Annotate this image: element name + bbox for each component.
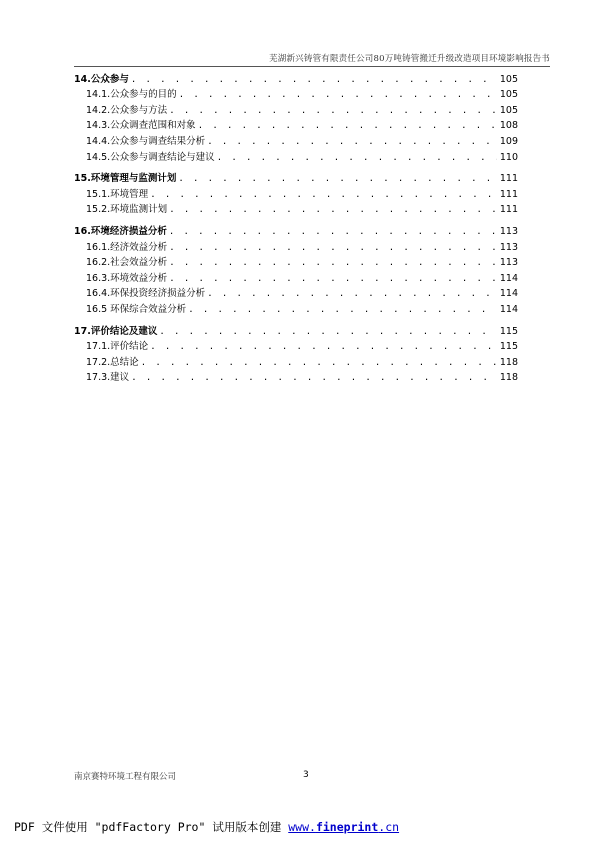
- toc-section-entry[interactable]: [74, 148, 518, 164]
- toc-dot-leader: [169, 273, 497, 285]
- fineprint-link[interactable]: [288, 820, 399, 834]
- toc-entry-page: 118: [499, 372, 518, 384]
- toc-entry-page: 111: [499, 173, 518, 185]
- toc-entry-title: 14.3.公众调查范围和对象: [86, 120, 196, 132]
- link-brand: fineprint: [315, 820, 379, 834]
- toc-entry-page: 105: [499, 89, 518, 101]
- toc-section-entry[interactable]: [74, 101, 518, 117]
- link-suffix: .cn: [378, 820, 400, 834]
- toc-entry-title: 15.1.环境管理: [86, 188, 149, 200]
- toc-section-entry[interactable]: [74, 269, 518, 285]
- toc-chapter-entry[interactable]: [74, 222, 518, 238]
- toc-entry-page: 111: [499, 188, 518, 200]
- toc-entry-title: 14.公众参与: [74, 73, 129, 85]
- toc-dot-leader: [131, 74, 497, 86]
- footer-page-number: 3: [303, 770, 309, 780]
- toc-dot-leader: [169, 204, 497, 216]
- footer-company: 南京赛特环境工程有限公司: [74, 772, 177, 782]
- toc-section-entry[interactable]: [74, 185, 518, 201]
- toc-chapter-entry[interactable]: [74, 322, 518, 338]
- toc-section-entry[interactable]: [74, 254, 518, 270]
- toc-entry-title: 16.5 环保综合效益分析: [86, 303, 187, 315]
- toc-section-entry[interactable]: [74, 369, 518, 385]
- toc-entry-page: 113: [499, 257, 518, 269]
- toc-entry-title: 17.1.评价结论: [86, 341, 149, 353]
- toc-section-entry[interactable]: [74, 285, 518, 301]
- toc-entry-page: 109: [499, 135, 518, 147]
- toc-dot-leader: [169, 226, 497, 238]
- toc-dot-leader: [198, 120, 497, 132]
- toc-entry-title: 14.5.公众参与调查结论与建议: [86, 151, 215, 163]
- toc-entry-title: 15.环境管理与监测计划: [74, 173, 177, 185]
- toc-section-entry[interactable]: [74, 353, 518, 369]
- toc-dot-leader: [150, 341, 497, 353]
- toc-entry-page: 108: [499, 120, 518, 132]
- header-divider: [74, 66, 550, 67]
- toc-dot-leader: [169, 257, 497, 269]
- toc-dot-leader: [159, 326, 497, 338]
- toc-entry-title: 14.4.公众参与调查结果分析: [86, 135, 206, 147]
- toc-entry-page: 114: [499, 272, 518, 284]
- toc-section-entry[interactable]: [74, 201, 518, 217]
- toc-entry-page: 113: [499, 225, 518, 237]
- toc-entry-title: 16.4.环保投资经济损益分析: [86, 288, 206, 300]
- toc-entry-title: 17.2.总结论: [86, 356, 139, 368]
- toc-chapter-entry[interactable]: [74, 70, 518, 86]
- toc-entry-page: 118: [499, 356, 518, 368]
- toc-entry-title: 17.3.建议: [86, 372, 130, 384]
- toc-entry-title: 16.3.环境效益分析: [86, 272, 168, 284]
- pdf-note-text: PDF 文件使用 "pdfFactory Pro" 试用版本创建: [14, 820, 289, 834]
- table-of-contents: [74, 70, 518, 384]
- toc-section-entry[interactable]: [74, 86, 518, 102]
- toc-entry-page: 111: [499, 204, 518, 216]
- toc-entry-title: 15.2.环境监测计划: [86, 204, 168, 216]
- toc-section-entry[interactable]: [74, 117, 518, 133]
- toc-dot-leader: [150, 189, 497, 201]
- toc-dot-leader: [178, 173, 497, 185]
- toc-entry-page: 115: [499, 325, 518, 337]
- toc-entry-page: 115: [499, 341, 518, 353]
- toc-entry-page: 105: [499, 104, 518, 116]
- toc-section-entry[interactable]: [74, 238, 518, 254]
- link-prefix: www.: [288, 820, 316, 834]
- toc-entry-page: 110: [499, 151, 518, 163]
- toc-entry-title: 16.2.社会效益分析: [86, 257, 168, 269]
- toc-entry-title: 17.评价结论及建议: [74, 325, 158, 337]
- toc-section-entry[interactable]: [74, 300, 518, 316]
- pdf-creator-note: [14, 819, 399, 835]
- toc-entry-title: 16.1.经济效益分析: [86, 241, 168, 253]
- toc-dot-leader: [207, 288, 497, 300]
- toc-chapter-entry[interactable]: [74, 170, 518, 186]
- toc-dot-leader: [141, 357, 497, 369]
- toc-section-entry[interactable]: [74, 132, 518, 148]
- toc-dot-leader: [169, 105, 497, 117]
- toc-dot-leader: [131, 372, 497, 384]
- toc-entry-title: 14.1.公众参与的目的: [86, 89, 177, 101]
- toc-dot-leader: [169, 242, 497, 254]
- toc-entry-title: 14.2.公众参与方法: [86, 104, 168, 116]
- toc-entry-title: 16.环境经济损益分析: [74, 225, 167, 237]
- toc-entry-page: 114: [499, 303, 518, 315]
- toc-entry-page: 114: [499, 288, 518, 300]
- toc-dot-leader: [188, 304, 497, 316]
- toc-dot-leader: [207, 136, 497, 148]
- toc-dot-leader: [217, 152, 497, 164]
- toc-entry-page: 113: [499, 241, 518, 253]
- toc-section-entry[interactable]: [74, 338, 518, 354]
- toc-dot-leader: [179, 89, 497, 101]
- toc-entry-page: 105: [499, 73, 518, 85]
- page-header: 芜湖新兴铸管有限责任公司80万吨铸管搬迁升级改造项目环境影响报告书: [269, 54, 550, 64]
